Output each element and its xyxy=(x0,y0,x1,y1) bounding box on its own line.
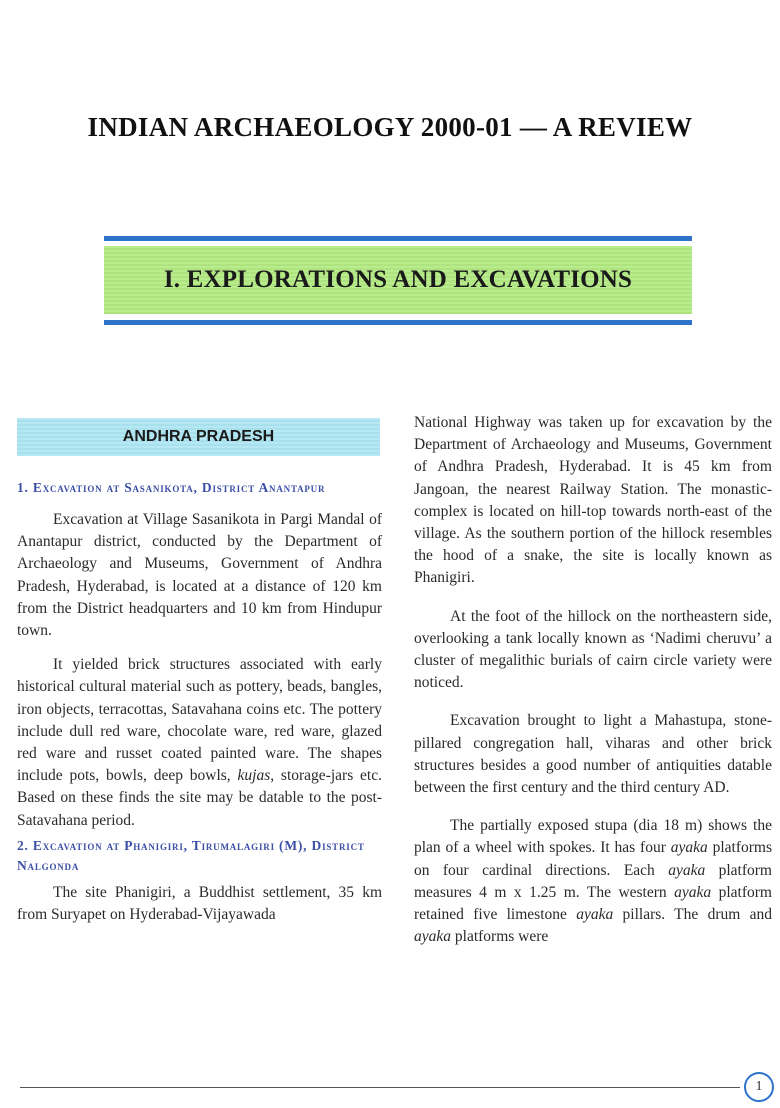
banner-top-rule xyxy=(104,236,692,241)
italic-term: ayaka xyxy=(414,928,452,946)
italic-term: ayaka xyxy=(576,906,614,924)
paragraph-text: , storage-jars etc. Based on these finds the site may be datable to the post-Satavahana period. xyxy=(17,767,382,829)
italic-term: ayaka xyxy=(670,839,708,857)
subheading-phanigiri: 2. Excavation at Phanigiri, Tirumalagiri (M), District Nalgonda xyxy=(17,837,365,873)
page-number: 1 xyxy=(744,1072,774,1102)
paragraph: At the foot of the hillock on the northeastern side, overlooking a tank locally known as ‘Nadimi cheruvu’ a cluster of megalithic burials of cairn circle variety were noticed. xyxy=(414,607,772,692)
paragraph-text: platform measures 4 m x 1.25 m. The western xyxy=(414,861,772,901)
subheading-sasanikota: 1. Excavation at Sasanikota, District Anantapur xyxy=(17,480,326,495)
paragraph-text: platforms on four cardinal directions. Each xyxy=(414,839,772,879)
page-title: INDIAN ARCHAEOLOGY 2000-01 — A REVIEW xyxy=(87,112,693,142)
paragraph: Excavation brought to light a Mahastupa, stone-pillared congregation hall, viharas and other brick structures besides a good number of antiquities datable between the first century and the third century AD. xyxy=(414,712,772,797)
paragraph-text: platforms were xyxy=(451,928,549,946)
right-column xyxy=(414,412,772,948)
paragraph-text: pillars. The drum and xyxy=(613,906,772,924)
paragraph-text: platform retained five limestone xyxy=(414,883,772,924)
paragraph: The site Phanigiri, a Buddhist settlement, 35 km from Suryapet on Hyderabad-Vijayawada xyxy=(17,883,382,924)
italic-term: ayaka xyxy=(668,861,706,879)
state-heading: ANDHRA PRADESH xyxy=(17,418,380,456)
paragraph-text: It yielded brick structures associated with early historical cultural material such as pottery, beads, bangles, iron objects, terracottas, Satavahana coins etc. The pottery include dull red ware, chocolate ware, red ware, glazed red ware and russet coated painted ware. The shapes include pots, bowls, deep bowls, xyxy=(17,656,382,785)
paragraph-text: The partially exposed stupa (dia 18 m) shows the plan of a wheel with spokes. It has four xyxy=(414,817,772,857)
paragraph: National Highway was taken up for excavation by the Department of Archaeology and Museums, Government of Andhra Pradesh, Hyderabad. It is 45 km from Jangoan, the nearest Railway Station. The monastic-complex is located on hill-top towards north-east of the village. As the southern portion of the hillock resembles the hood of a snake, the site is locally known as Phanigiri. xyxy=(414,414,772,587)
italic-term: kujas xyxy=(237,767,271,785)
left-column xyxy=(17,418,382,926)
section-title: I. EXPLORATIONS AND EXCAVATIONS xyxy=(163,266,633,293)
section-banner xyxy=(104,236,692,326)
paragraph xyxy=(414,815,772,948)
paragraph xyxy=(17,654,382,832)
italic-term: ayaka xyxy=(674,883,712,901)
banner-bottom-rule xyxy=(104,320,692,325)
footer-rule xyxy=(20,1087,740,1088)
section-banner-box xyxy=(104,246,692,314)
paragraph: Excavation at Village Sasanikota in Pargi Mandal of Anantapur district, conducted by the Department of Archaeology and Museums, Government of Andhra Pradesh, Hyderabad, is located at a distance of 120 km from the District headquarters and 10 km from Hindupur town. xyxy=(17,511,382,640)
